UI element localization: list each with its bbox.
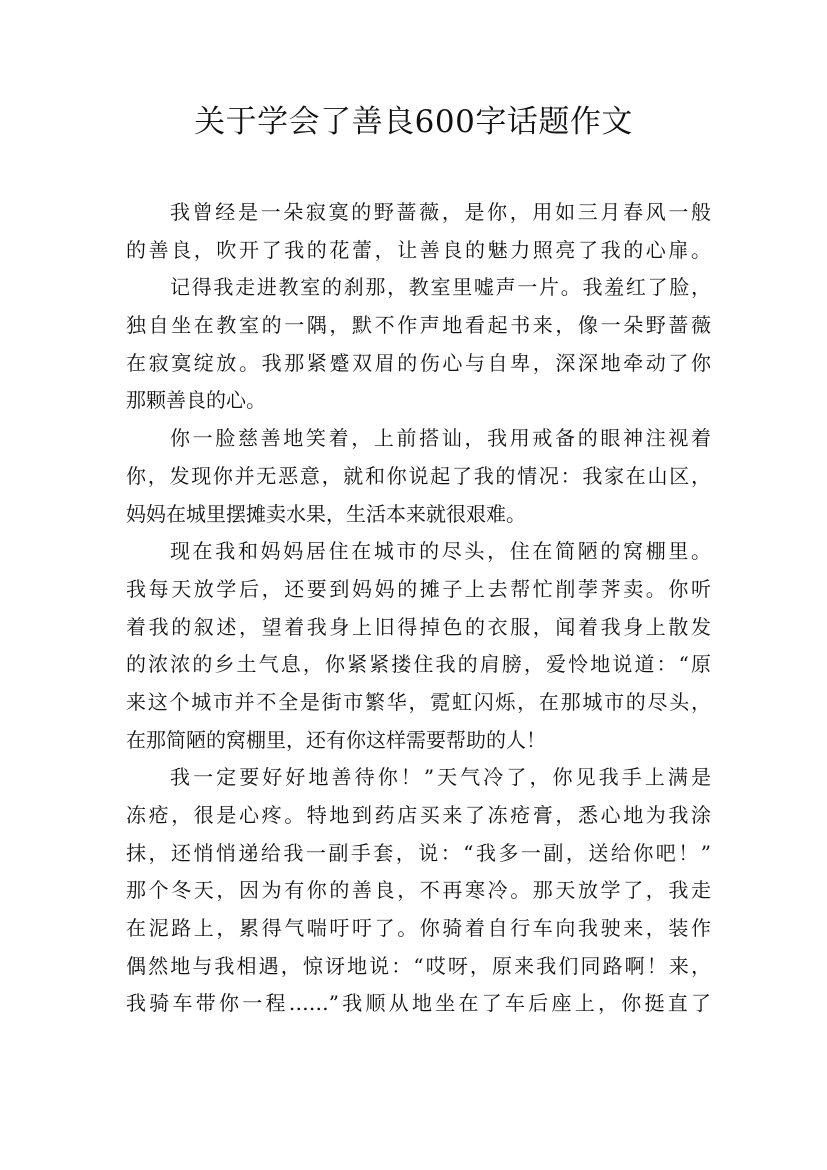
paragraph-line: 妈妈在城里摆摊卖水果，生活本来就很艰难。 (126, 501, 526, 526)
document-title: 关于学会了善良600字话题作文 (194, 104, 633, 140)
paragraph-line: 偶然地与我相遇，惊讶地说：“哎呀，原来我们同路啊！来， (126, 953, 711, 978)
paragraph-line: 记得我走进教室的刹那，教室里嘘声一片。我羞红了脸， (170, 275, 711, 300)
paragraph-line: 我一定要好好地善待你！”天气冷了，你见我手上满是 (170, 765, 711, 790)
paragraph-line: 的浓浓的乡土气息，你紧紧搂住我的肩膀，爱怜地说道：“原 (126, 652, 711, 677)
paragraph-line: 在寂寞绽放。我那紧蹙双眉的伤心与自卑，深深地牵动了你 (126, 350, 711, 375)
paragraph-line: 你一脸慈善地笑着，上前搭讪，我用戒备的眼神注视着 (170, 426, 711, 451)
paragraph-line: 的善良，吹开了我的花蕾，让善良的魅力照亮了我的心扉。 (126, 237, 711, 262)
paragraph-line: 你，发现你并无恶意，就和你说起了我的情况：我家在山区， (126, 463, 711, 488)
document-body (126, 194, 711, 1023)
paragraph-line: 在那简陋的窝棚里，还有你这样需要帮助的人！ (126, 727, 546, 752)
paragraph-line: 来这个城市并不全是街市繁华，霓虹闪烁，在那城市的尽头， (126, 689, 711, 714)
paragraph-line: 冻疮，很是心疼。特地到药店买来了冻疮膏，悉心地为我涂 (126, 803, 711, 827)
paragraph-line: 我骑车带你一程……”我顺从地坐在了车后座上，你挺直了 (126, 991, 711, 1016)
paragraph-line: 我曾经是一朵寂寞的野蔷薇，是你，用如三月春风一般 (170, 200, 711, 224)
paragraph-line: 那颗善良的心。 (126, 388, 266, 413)
paragraph-line: 独自坐在教室的一隅，默不作声地看起书来，像一朵野蔷薇 (126, 313, 711, 338)
paragraph-line: 现在我和妈妈居住在城市的尽头，住在简陋的窝棚里。 (170, 539, 711, 564)
paragraph-line: 着我的叙述，望着我身上旧得掉色的衣服，闻着我身上散发 (126, 614, 711, 639)
paragraph-line: 在泥路上，累得气喘吁吁了。你骑着自行车向我驶来，装作 (126, 916, 711, 941)
paragraph-line: 我每天放学后，还要到妈妈的摊子上去帮忙削荸荠卖。你听 (126, 576, 711, 601)
paragraph-line: 抹，还悄悄递给我一副手套，说：“我多一副，送给你吧！” (126, 840, 711, 865)
paragraph-line: 那个冬天，因为有你的善良，不再寒冷。那天放学了，我走 (126, 878, 711, 903)
